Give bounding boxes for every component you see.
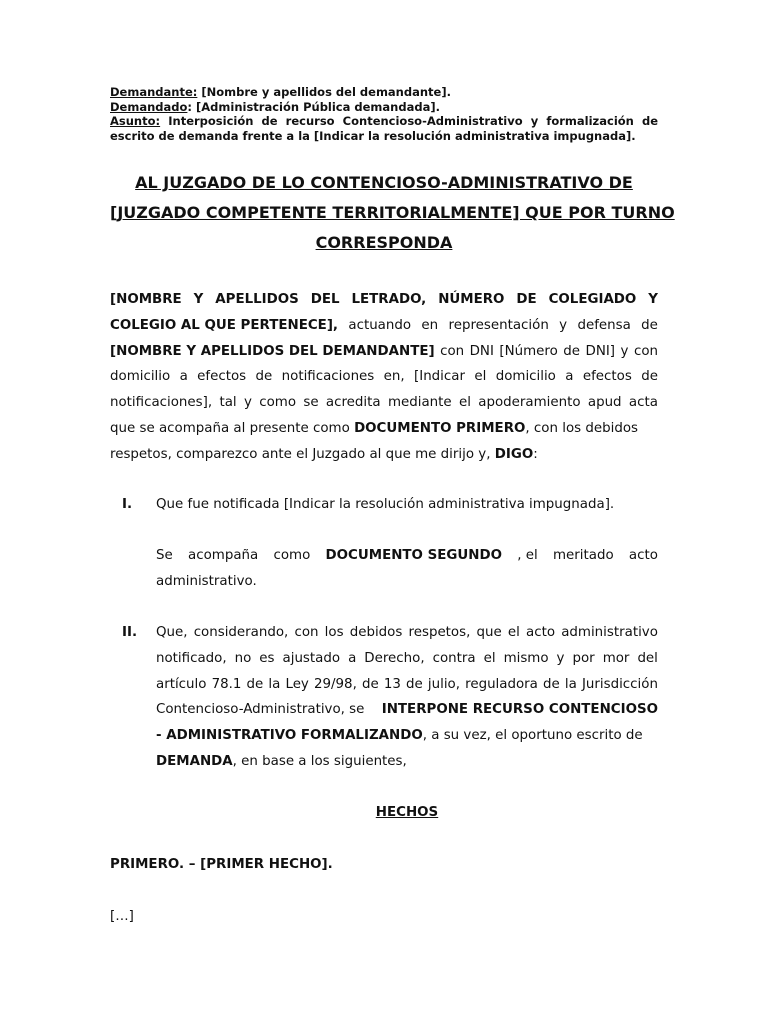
word: efectos [582, 369, 632, 385]
asunto-line [110, 114, 658, 143]
word: julio, [427, 676, 460, 692]
item-2-text: , en base a los siguientes, [232, 753, 407, 769]
intro-text: respetos, comparezco ante el Juzgado al que me dirijo y, [110, 446, 495, 462]
word: el [483, 650, 496, 666]
word: de [563, 343, 581, 359]
documento-segundo-text: DOCUMENTO SEGUNDO [325, 548, 502, 563]
digo-text: DIGO [494, 446, 534, 462]
intro-line-6 [110, 416, 658, 442]
item-2-text: , a su vez, el oportuno escrito de [422, 728, 643, 744]
word: COLEGIADO [548, 292, 637, 307]
word: apud [587, 395, 622, 411]
word: Que, [156, 625, 188, 640]
word: DEL [310, 292, 340, 307]
word: 29/98, [313, 676, 357, 692]
word: de [255, 369, 273, 385]
item-2-line-4 [156, 697, 658, 723]
case-header [110, 85, 658, 143]
word: a [179, 369, 188, 385]
intro-line-4 [110, 364, 658, 390]
word: artículo [156, 676, 207, 692]
word: los [324, 625, 344, 640]
word: notificado, [156, 650, 227, 666]
administrativo-formalizando-text: - ADMINISTRATIVO FORMALIZANDO [156, 728, 423, 744]
word: [NOMBRE [110, 292, 182, 307]
intro-line-1 [110, 287, 658, 313]
word: de [406, 676, 423, 692]
word: el [458, 395, 471, 411]
word: acompaña [188, 548, 259, 563]
word: de [361, 676, 379, 692]
ellipsis-text: […] [110, 909, 134, 924]
demandado-line [110, 100, 658, 115]
word: APELLIDOS [215, 292, 299, 307]
word: y [620, 343, 629, 359]
demanda-text: DEMANDA [156, 753, 233, 769]
word: como [259, 395, 297, 411]
intro-line-2 [110, 313, 658, 339]
word: respetos, [408, 625, 471, 640]
intro-text: , con los debidos [525, 420, 638, 436]
word: mediante [387, 395, 452, 411]
word: NÚMERO [438, 292, 505, 307]
word: DNI] [585, 343, 616, 359]
word: debidos [349, 625, 403, 640]
word: acto [628, 548, 658, 563]
item-2-text: Contencioso-Administrativo, se [156, 702, 365, 718]
word: y [559, 317, 568, 333]
word: Derecho, [364, 650, 425, 666]
intro-text: : [533, 446, 538, 462]
word: en, [383, 369, 405, 385]
word: [Número [499, 343, 558, 359]
item-1-text: Que fue notificada [Indicar la resolución administrativa impugnada]. [156, 497, 615, 512]
asunto-label: Asunto: [110, 114, 161, 128]
item-1-numeral: I. [122, 497, 133, 512]
court-title-line-3: CORRESPONDA [315, 233, 453, 252]
item-2-paragraph [156, 620, 658, 775]
word: mor [602, 650, 630, 666]
word: actuando [348, 317, 412, 333]
hechos-heading: HECHOS [375, 805, 439, 820]
word: meritado [552, 548, 614, 563]
word: es [259, 650, 275, 666]
asunto-value: Interposición de recurso Contencioso-Administrativo y formalización de escrito de demanda frente a la [Indicar la resolución administrativa impugnada]. [110, 114, 658, 143]
documento-primero-text: DOCUMENTO PRIMERO [354, 420, 526, 436]
item-2-line-6 [156, 749, 658, 775]
word: por [572, 650, 595, 666]
item-1-p2-line-2: administrativo. [156, 573, 257, 589]
demandante-label: Demandante: [110, 85, 198, 99]
word: con [294, 625, 319, 640]
word: reguladora [465, 676, 538, 692]
word: administrativo [561, 625, 658, 640]
item-1-p2-line-1 [156, 543, 658, 569]
word: el [507, 625, 520, 640]
word: del [637, 650, 658, 666]
colegio-text: COLEGIO AL QUE PERTENECE], [110, 317, 339, 333]
word: la [564, 676, 577, 692]
word: en [421, 317, 439, 333]
word: DE [516, 292, 537, 307]
item-2-numeral: II. [122, 625, 138, 640]
word: la [268, 676, 281, 692]
word: Y [648, 292, 658, 307]
item-1-paragraph-2 [156, 543, 658, 595]
word: de [246, 676, 264, 692]
item-2-line-2 [156, 646, 658, 672]
word: considerando, [193, 625, 289, 640]
word: Y [193, 292, 204, 307]
word: acredita [325, 395, 381, 411]
word: DNI [469, 343, 494, 359]
item-2-line-5 [156, 723, 658, 749]
word: 78.1 [211, 676, 242, 692]
word: LETRADO, [351, 292, 427, 307]
word: de [641, 317, 658, 333]
word: con [633, 343, 658, 359]
word: el [474, 369, 487, 385]
word: de [543, 676, 560, 692]
word: acta [628, 395, 658, 411]
word: ajustado [282, 650, 341, 666]
word: de [641, 369, 658, 385]
item-2-line-3 [156, 672, 658, 698]
word: Se [156, 548, 173, 563]
word: , el [517, 548, 538, 563]
word: efectos [197, 369, 247, 385]
intro-text: que se acompaña al presente como [110, 420, 350, 436]
word: domicilio [495, 369, 556, 385]
word: notificaciones], [110, 395, 213, 411]
word: y [243, 395, 252, 411]
intro-paragraph [110, 287, 658, 468]
word: 13 [383, 676, 401, 692]
court-title-line-1: AL JUZGADO DE LO CONTENCIOSO-ADMINISTRATIVO DE [135, 173, 633, 192]
intro-line-3 [110, 339, 658, 365]
demandante-name-text: [NOMBRE Y APELLIDOS DEL DEMANDANTE] [110, 343, 435, 359]
word: mismo [503, 650, 549, 666]
word: [Indicar [414, 369, 465, 385]
word: y [556, 650, 565, 666]
demandado-label: Demandado [110, 99, 188, 114]
word: no [234, 650, 252, 666]
word: tal [219, 395, 237, 411]
word: domicilio [110, 369, 171, 385]
demandado-value: : [Administración Pública demandada]. [187, 99, 440, 114]
word: defensa [577, 317, 631, 333]
intro-line-7 [110, 442, 658, 468]
word: notificaciones [281, 369, 375, 385]
word: que [476, 625, 502, 640]
intro-line-5 [110, 390, 658, 416]
demandante-value: [Nombre y apellidos del demandante]. [197, 85, 451, 99]
word: a [348, 650, 357, 666]
word: representación [448, 317, 549, 333]
item-2-line-1 [156, 620, 658, 646]
word: acto [526, 625, 556, 640]
word: Ley [285, 676, 309, 692]
word: como [273, 548, 311, 563]
court-title [110, 168, 675, 258]
word: a [565, 369, 574, 385]
primero-heading: PRIMERO. – [PRIMER HECHO]. [110, 857, 333, 872]
demandante-line [110, 85, 658, 100]
interpone-recurso-text: INTERPONE RECURSO CONTENCIOSO [381, 702, 658, 718]
word: apoderamiento [478, 395, 581, 411]
word: con [440, 343, 465, 359]
word: contra [432, 650, 476, 666]
word: Jurisdicción [581, 676, 658, 692]
court-title-line-2: [JUZGADO COMPETENTE TERRITORIALMENTE] QUE POR TURNO [110, 203, 675, 222]
word: se [303, 395, 319, 411]
